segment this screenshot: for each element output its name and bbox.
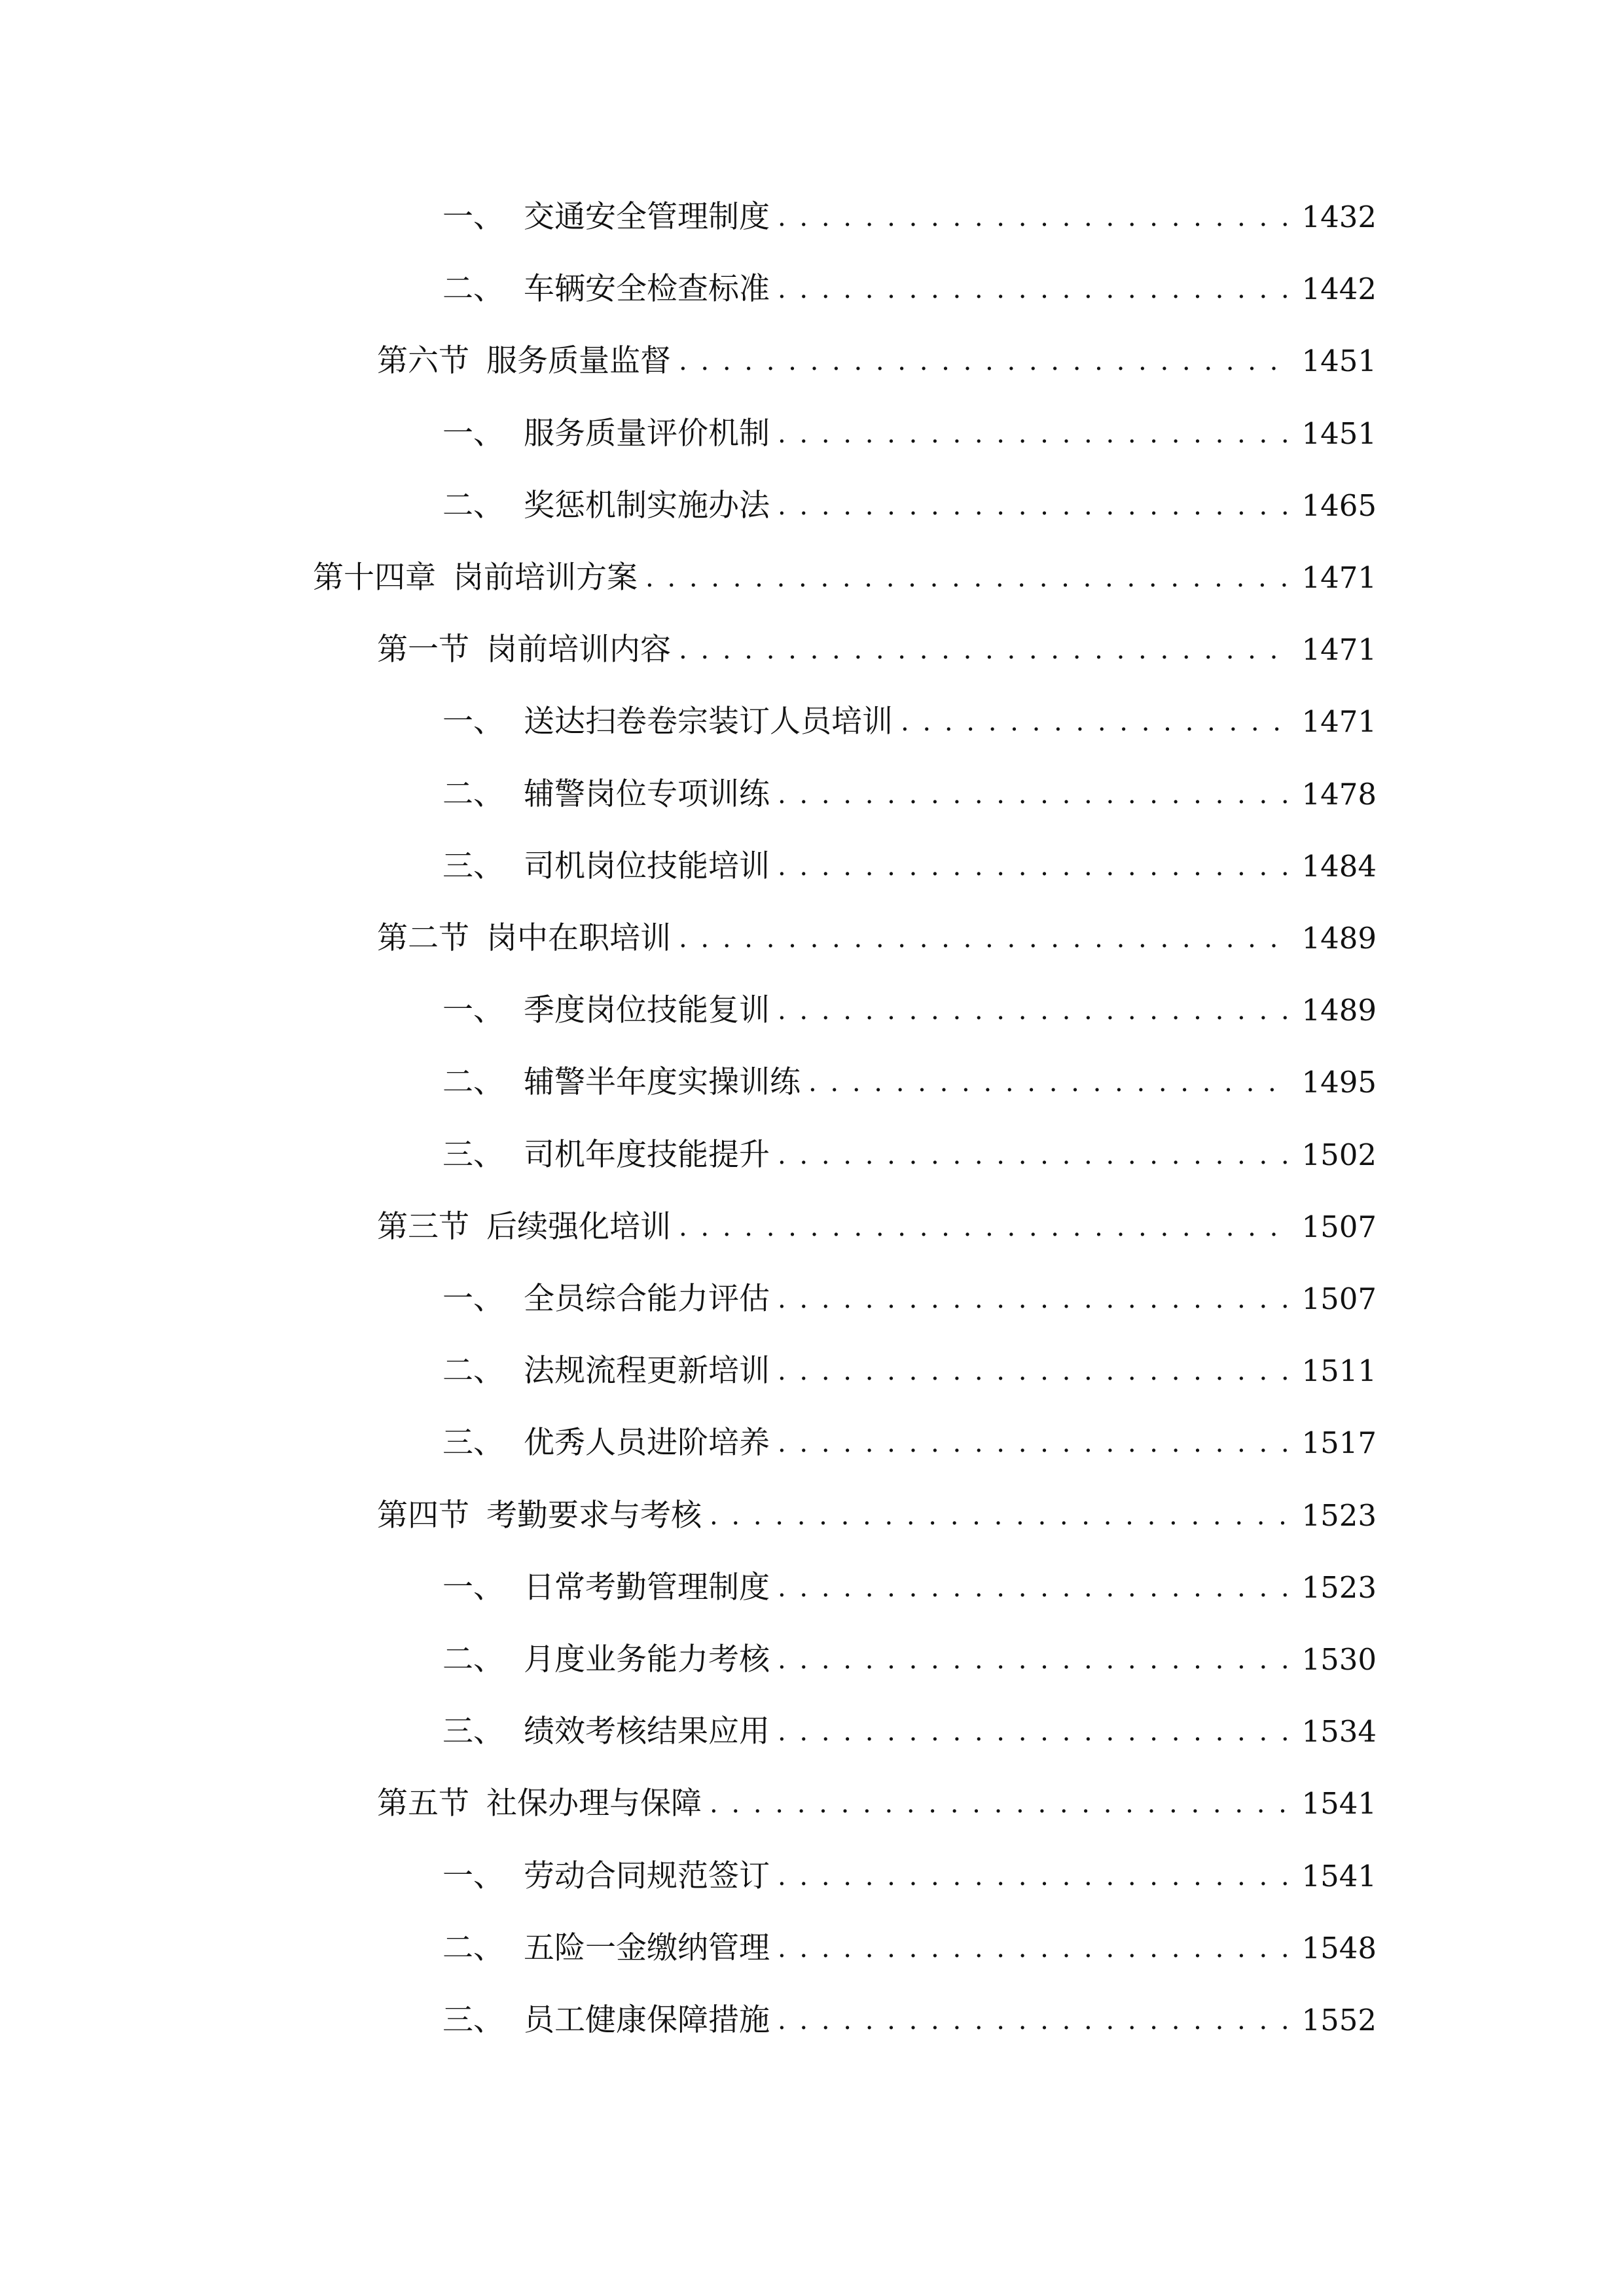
toc-entry-title: 岗中在职培训 [486,920,671,956]
toc-entry-number: 第十四章 [313,560,436,596]
toc-entry-page-number: 1517 [1301,1426,1377,1460]
dot-leader [778,984,1292,1037]
toc-entry-number: 第六节 [377,343,469,379]
toc-entry[interactable] [377,335,1377,387]
toc-entry[interactable] [442,1706,1377,1758]
toc-entry-title: 员工健康保障措施 [524,2002,770,2038]
dot-leader [778,1994,1292,2047]
toc-entry-title: 绩效考核结果应用 [524,1713,770,1749]
toc-entry-title: 服务质量评价机制 [524,416,770,452]
toc-entry-number: 第四节 [377,1498,469,1534]
toc-entry[interactable] [442,1562,1377,1614]
toc-entry-title: 季度岗位技能复训 [524,992,770,1028]
toc-entry[interactable] [377,1201,1377,1253]
toc-entry-number: 二、 [442,488,504,524]
toc-entry-page-number: 1552 [1301,2003,1377,2037]
dot-leader [679,624,1292,676]
dot-leader [778,263,1292,315]
dot-leader [679,912,1292,965]
toc-entry-number: 二、 [442,1641,504,1677]
toc-entry[interactable] [442,984,1377,1037]
toc-entry[interactable] [377,1778,1377,1830]
toc-entry[interactable] [442,1922,1377,1975]
dot-leader [778,1562,1292,1614]
toc-entry-page-number: 1523 [1301,1570,1377,1605]
toc-entry-page-number: 1484 [1301,849,1377,884]
toc-entry-number: 一、 [442,199,504,235]
toc-entry-page-number: 1495 [1301,1065,1377,1100]
toc-entry-page-number: 1451 [1301,344,1377,378]
toc-entry-title: 社保办理与保障 [486,1785,702,1821]
toc-entry-number: 一、 [442,1570,504,1605]
toc-entry-number: 三、 [442,1137,504,1173]
toc-entry[interactable] [442,840,1377,893]
toc-entry-page-number: 1442 [1301,272,1377,306]
toc-entry[interactable] [377,912,1377,965]
toc-entry-page-number: 1523 [1301,1498,1377,1533]
toc-entry-page-number: 1432 [1301,200,1377,234]
toc-entry-title: 岗前培训内容 [486,632,671,668]
toc-entry-page-number: 1451 [1301,416,1377,451]
toc-entry[interactable] [442,1056,1377,1109]
toc-entry[interactable] [377,624,1377,676]
toc-entry-number: 三、 [442,2002,504,2038]
toc-entry[interactable] [442,480,1377,532]
toc-entry-page-number: 1471 [1301,560,1377,595]
toc-entry-title: 日常考勤管理制度 [524,1570,770,1605]
toc-entry[interactable] [442,408,1377,460]
toc-entry-title: 辅警半年度实操训练 [524,1064,801,1100]
toc-entry-page-number: 1478 [1301,777,1377,812]
toc-entry-page-number: 1534 [1301,1714,1377,1749]
dot-leader [808,1056,1292,1109]
toc-entry-title: 送达扫卷卷宗装订人员培训 [524,704,893,740]
toc-entry-title: 辅警岗位专项训练 [524,776,770,812]
toc-entry-number: 二、 [442,1353,504,1389]
toc-entry-number: 二、 [442,271,504,307]
dot-leader [679,335,1292,387]
dot-leader [778,480,1292,532]
toc-entry-number: 一、 [442,1858,504,1894]
toc-entry-title: 法规流程更新培训 [524,1353,770,1389]
dot-leader [778,840,1292,893]
dot-leader [778,408,1292,460]
toc-entry-number: 第五节 [377,1785,469,1821]
toc-entry-title: 司机年度技能提升 [524,1137,770,1173]
toc-entry-title: 五险一金缴纳管理 [524,1930,770,1966]
toc-entry-number: 一、 [442,416,504,452]
toc-entry-number: 三、 [442,848,504,884]
toc-entry[interactable] [442,1129,1377,1181]
toc-entry-number: 第二节 [377,920,469,956]
toc-entry-number: 三、 [442,1425,504,1461]
toc-entry-number: 三、 [442,1713,504,1749]
toc-entry-title: 车辆安全检查标准 [524,271,770,307]
dot-leader [778,191,1292,243]
dot-leader [778,1706,1292,1758]
dot-leader [710,1778,1292,1830]
toc-entry-title: 后续强化培训 [486,1209,671,1245]
toc-entry[interactable] [442,1345,1377,1397]
toc-entry[interactable] [442,263,1377,315]
toc-entry[interactable] [442,1417,1377,1469]
toc-entry-page-number: 1471 [1301,632,1377,667]
dot-leader [778,768,1292,821]
toc-entry-page-number: 1489 [1301,993,1377,1028]
toc-entry-title: 考勤要求与考核 [486,1498,702,1534]
toc-entry-number: 二、 [442,1930,504,1966]
toc-entry-title: 奖惩机制实施办法 [524,488,770,524]
toc-entry-number: 一、 [442,704,504,740]
toc-entry-page-number: 1548 [1301,1931,1377,1965]
dot-leader [778,1345,1292,1397]
toc-entry-title: 岗前培训方案 [453,560,638,596]
toc-entry[interactable] [442,1273,1377,1325]
dot-leader [778,1129,1292,1181]
dot-leader [778,1417,1292,1469]
dot-leader [778,1273,1292,1325]
toc-entry-page-number: 1489 [1301,921,1377,956]
toc-entry-number: 二、 [442,776,504,812]
dot-leader [778,1850,1292,1903]
toc-entry-page-number: 1541 [1301,1859,1377,1893]
toc-entry-title: 优秀人员进阶培养 [524,1425,770,1461]
dot-leader [901,696,1292,748]
toc-entry-number: 第三节 [377,1209,469,1245]
toc-entry-page-number: 1541 [1301,1786,1377,1821]
toc-entry-number: 第一节 [377,632,469,668]
toc-entry[interactable] [442,696,1377,748]
toc-entry-page-number: 1502 [1301,1138,1377,1172]
toc-entry-page-number: 1465 [1301,488,1377,523]
dot-leader [679,1201,1292,1253]
toc-entry-page-number: 1507 [1301,1210,1377,1244]
dot-leader [645,552,1292,604]
toc-entry-number: 二、 [442,1064,504,1100]
toc-entry-title: 全员综合能力评估 [524,1281,770,1317]
dot-leader [778,1634,1292,1686]
toc-entry-page-number: 1511 [1301,1354,1377,1388]
toc-entry-number: 一、 [442,1281,504,1317]
toc-entry-title: 劳动合同规范签订 [524,1858,770,1894]
toc-entry[interactable] [377,1490,1377,1542]
dot-leader [710,1490,1292,1542]
dot-leader [778,1922,1292,1975]
toc-entry[interactable] [442,191,1377,243]
toc-entry[interactable] [442,768,1377,821]
toc-entry[interactable] [442,1994,1377,2047]
toc-entry-number: 一、 [442,992,504,1028]
toc-entry-title: 服务质量监督 [486,343,671,379]
toc-entry[interactable] [442,1634,1377,1686]
toc-entry-page-number: 1507 [1301,1282,1377,1316]
toc-entry[interactable] [442,1850,1377,1903]
toc-entry[interactable] [313,552,1377,604]
toc-entry-title: 月度业务能力考核 [524,1641,770,1677]
toc-entry-title: 司机岗位技能培训 [524,848,770,884]
toc-entry-page-number: 1530 [1301,1642,1377,1677]
toc-entry-page-number: 1471 [1301,704,1377,739]
toc-entry-title: 交通安全管理制度 [524,199,770,235]
